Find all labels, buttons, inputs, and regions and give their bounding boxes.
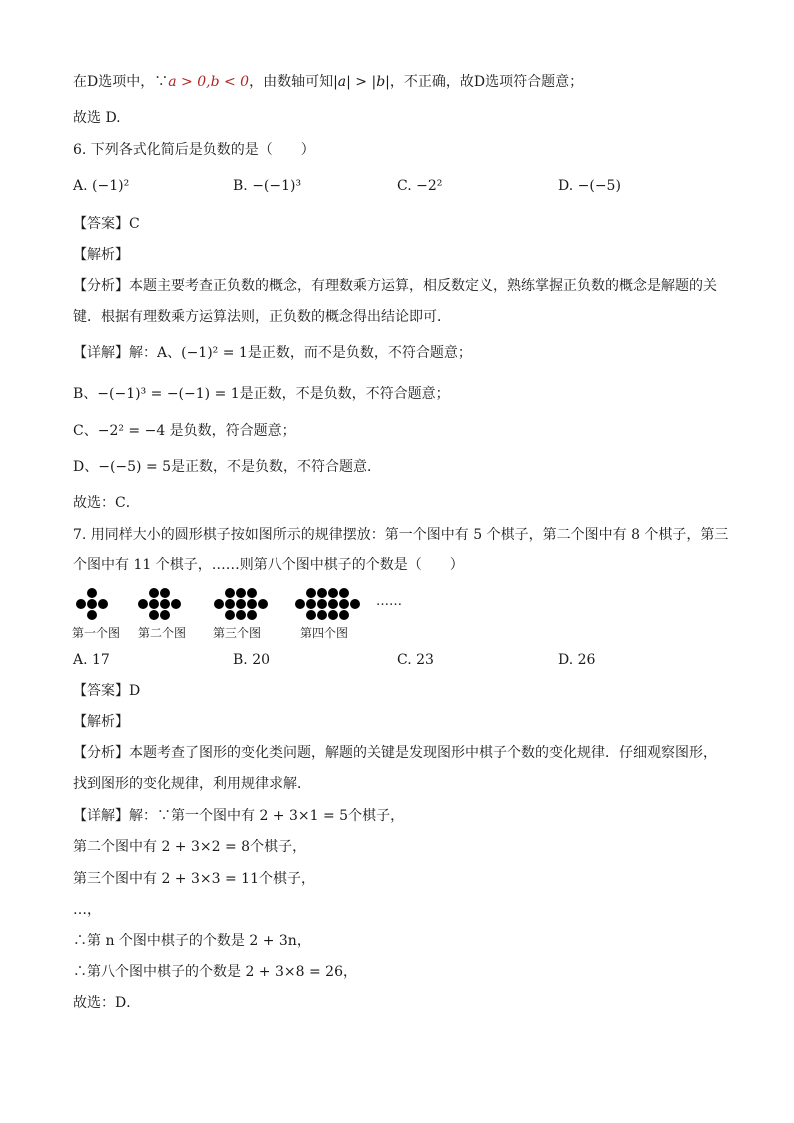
q6-detail-a: 【详解】解：A、(−1)² = 1是正数，而不是负数，不符合题意； xyxy=(73,345,472,361)
q6-option-c: C. −2² xyxy=(397,178,443,194)
q6-option-b: B. −(−1)³ xyxy=(233,178,302,194)
pattern-ellipsis: …… xyxy=(376,594,402,609)
caption-figure-3: 第三个图 xyxy=(213,626,262,640)
q7-detail-3: 第三个图中有 2 + 3×3 = 11个棋子， xyxy=(73,871,315,887)
q6-detail-c: C、−2² = −4 是负数，符合题意； xyxy=(73,423,296,439)
q6-analysis-line-1: 【分析】本题主要考查正负数的概念，有理数乘方运算，相反数定义，熟练掌握正负数的概念是解题的关 xyxy=(73,278,717,294)
q6-detail-b: B、−(−1)³ = −(−1) = 1是正数，不是负数，不符合题意； xyxy=(73,386,450,402)
q7-option-a: A. 17 xyxy=(73,652,110,668)
q7-option-c: C. 23 xyxy=(397,652,434,668)
q7-option-d: D. 26 xyxy=(558,652,596,668)
text-segment: 在D选项中， xyxy=(73,74,155,90)
choose-d-line: 故选 D. xyxy=(73,110,121,126)
q7-detail-2: 第二个图中有 2 + 3×2 = 8个棋子， xyxy=(73,839,307,855)
chess-piece-pattern-figure xyxy=(70,585,410,625)
q6-option-a: A. (−1)² xyxy=(73,178,130,194)
q6-analysis-heading: 【解析】 xyxy=(73,247,129,263)
pattern-figure-4 xyxy=(295,588,360,620)
q6-detail-d: D、−(−5) = 5是正数，不是负数，不符合题意． xyxy=(73,459,382,475)
question-7-stem-line-2: 个图中有 11 个棋子，……则第八个图中棋子的个数是（ ） xyxy=(73,557,464,573)
q6-analysis-line-2: 键．根据有理数乘方运算法则，正负数的概念得出结论即可． xyxy=(73,309,451,325)
q7-analysis-heading: 【解析】 xyxy=(73,714,129,730)
q7-detail-ellipsis: …， xyxy=(73,902,101,918)
q7-analysis-line-1: 【分析】本题考查了图形的变化类问题，解题的关键是发现图形中棋子个数的变化规律．仔细观察图形， xyxy=(73,745,717,761)
pattern-figure-2 xyxy=(138,588,181,620)
pattern-figure-3 xyxy=(214,588,268,620)
question-7-stem-line-1: 7. 用同样大小的圆形棋子按如图所示的规律摆放：第一个图中有 5 个棋子，第二个图中有 8 个棋子，第三 xyxy=(73,527,729,543)
because-symbol: ∵ xyxy=(154,74,169,90)
q7-detail-eighth-term: ∴第八个图中棋子的个数是 2 + 3×8 = 26， xyxy=(73,964,357,980)
abs-inequality-math: |a| > |b| xyxy=(333,74,390,90)
caption-figure-2: 第二个图 xyxy=(138,626,187,640)
q6-option-d: D. −(−5) xyxy=(558,178,621,194)
q7-choose: 故选：D． xyxy=(73,995,141,1011)
solution-line-d-option xyxy=(73,72,583,92)
q6-choose: 故选：C． xyxy=(73,495,140,511)
text-segment: ，不正确，故D选项符合题意； xyxy=(389,74,584,90)
question-6-stem: 6. 下列各式化简后是负数的是（ ） xyxy=(73,142,315,158)
condition-math: a > 0,b < 0 xyxy=(168,74,250,90)
q7-answer: 【答案】D xyxy=(73,683,141,699)
pattern-figure-1 xyxy=(76,588,108,620)
q7-analysis-line-2: 找到图形的变化规律，利用规律求解． xyxy=(73,776,311,792)
q6-answer: 【答案】C xyxy=(73,216,140,232)
q7-option-b: B. 20 xyxy=(233,652,271,668)
q7-detail-1: 【详解】解：∵第一个图中有 2 + 3×1 = 5个棋子， xyxy=(73,808,405,824)
q7-detail-general-term: ∴第 n 个图中棋子的个数是 2 + 3n， xyxy=(73,933,311,949)
text-segment: ，由数轴可知 xyxy=(249,74,334,90)
caption-figure-4: 第四个图 xyxy=(300,626,349,640)
caption-figure-1: 第一个图 xyxy=(72,626,121,640)
